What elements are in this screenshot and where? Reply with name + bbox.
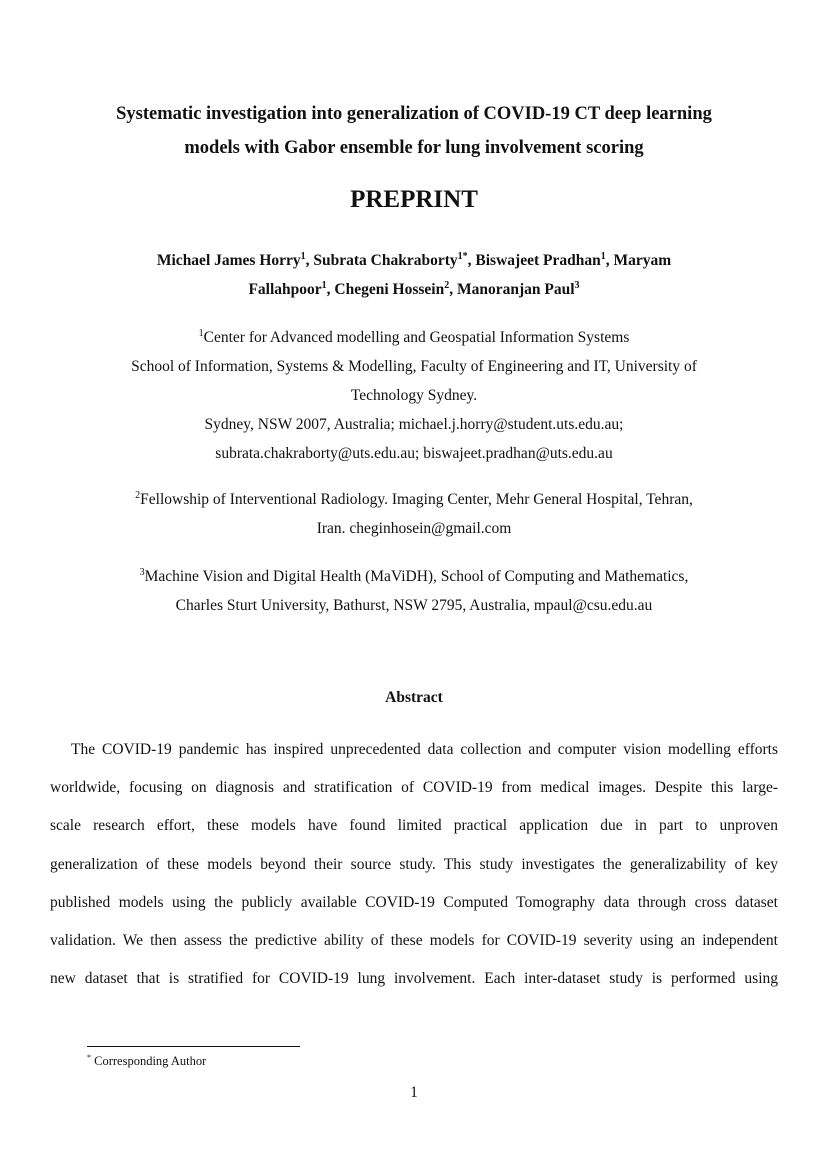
affiliation-line: Iran. cheginhosein@gmail.com	[316, 520, 512, 537]
abstract-heading: Abstract	[385, 689, 443, 706]
paper-title	[0, 97, 828, 165]
abstract-body	[50, 731, 778, 998]
author-affiliation-marker: 1	[300, 250, 306, 262]
affiliation-line: Center for Advanced modelling and Geospatial Information Systems	[203, 329, 630, 346]
author-separator: , Maryam	[605, 252, 672, 269]
affiliation-3	[0, 562, 828, 620]
footnote-text: Corresponding Author	[91, 1054, 207, 1068]
abstract-line: The COVID-19 pandemic has inspired unprecedented data collection and computer vision modelling efforts	[71, 741, 778, 758]
author-affiliation-marker: 1*	[457, 250, 468, 262]
author-name: Subrata Chakraborty	[313, 252, 458, 269]
affiliation-line: Sydney, NSW 2007, Australia; michael.j.horry@student.uts.edu.au;	[204, 416, 624, 433]
author-name: Fallahpoor	[248, 281, 322, 298]
author-affiliation-marker: 3	[574, 279, 580, 291]
affiliation-line: School of Information, Systems & Modelling, Faculty of Engineering and IT, University of	[131, 358, 697, 375]
author-name: Biswajeet Pradhan	[475, 252, 601, 269]
affiliation-marker: 2	[135, 489, 141, 501]
author-separator: ,	[467, 252, 476, 269]
author-name: Chegeni Hossein	[334, 281, 445, 298]
preprint-label: PREPRINT	[350, 186, 478, 213]
author-affiliation-marker: 2	[444, 279, 450, 291]
author-separator: ,	[305, 252, 314, 269]
abstract-line: published models using the publicly available COVID-19 Computed Tomography data through cross dataset	[50, 893, 778, 911]
affiliation-1	[0, 323, 828, 468]
footnote	[87, 1054, 206, 1069]
footnote-divider	[87, 1046, 300, 1047]
author-name: Michael James Horry	[156, 252, 301, 269]
abstract-line: new dataset that is stratified for COVID-19 lung involvement. Each inter-dataset study is performed using	[50, 970, 778, 988]
abstract-line: worldwide, focusing on diagnosis and stratification of COVID-19 from medical images. Despite this large-	[50, 779, 778, 797]
affiliation-line: Fellowship of Interventional Radiology. Imaging Center, Mehr General Hospital, Tehran,	[140, 491, 693, 508]
affiliation-line: Technology Sydney.	[350, 387, 478, 404]
author-affiliation-marker: 1	[321, 279, 327, 291]
affiliation-marker: 3	[139, 566, 145, 578]
author-line-2	[0, 275, 828, 304]
abstract-line: scale research effort, these models have found limited practical application due in part to unproven	[50, 817, 778, 835]
page-number: 1	[410, 1084, 418, 1101]
author-name: Manoranjan Paul	[456, 281, 575, 298]
abstract-line: generalization of these models beyond their source study. This study investigates the generalizability of key	[50, 855, 778, 873]
title-line-2: models with Gabor ensemble for lung involvement scoring	[184, 138, 644, 158]
abstract-line: validation. We then assess the predictive ability of these models for COVID-19 severity using an independent	[50, 931, 778, 949]
affiliation-2	[0, 485, 828, 543]
author-line-1	[0, 246, 828, 275]
title-line-1: Systematic investigation into generalization of COVID-19 CT deep learning	[116, 104, 712, 124]
author-separator: ,	[449, 281, 457, 298]
affiliation-line: Charles Sturt University, Bathurst, NSW 2795, Australia, mpaul@csu.edu.au	[175, 597, 653, 614]
author-list	[0, 246, 828, 304]
author-affiliation-marker: 1	[600, 250, 606, 262]
affiliation-line: subrata.chakraborty@uts.edu.au; biswajeet.pradhan@uts.edu.au	[215, 445, 613, 462]
author-separator: ,	[326, 281, 335, 298]
footnote-marker: *	[87, 1052, 91, 1062]
affiliation-marker: 1	[198, 327, 204, 339]
affiliation-line: Machine Vision and Digital Health (MaViDH), School of Computing and Mathematics,	[144, 568, 689, 585]
